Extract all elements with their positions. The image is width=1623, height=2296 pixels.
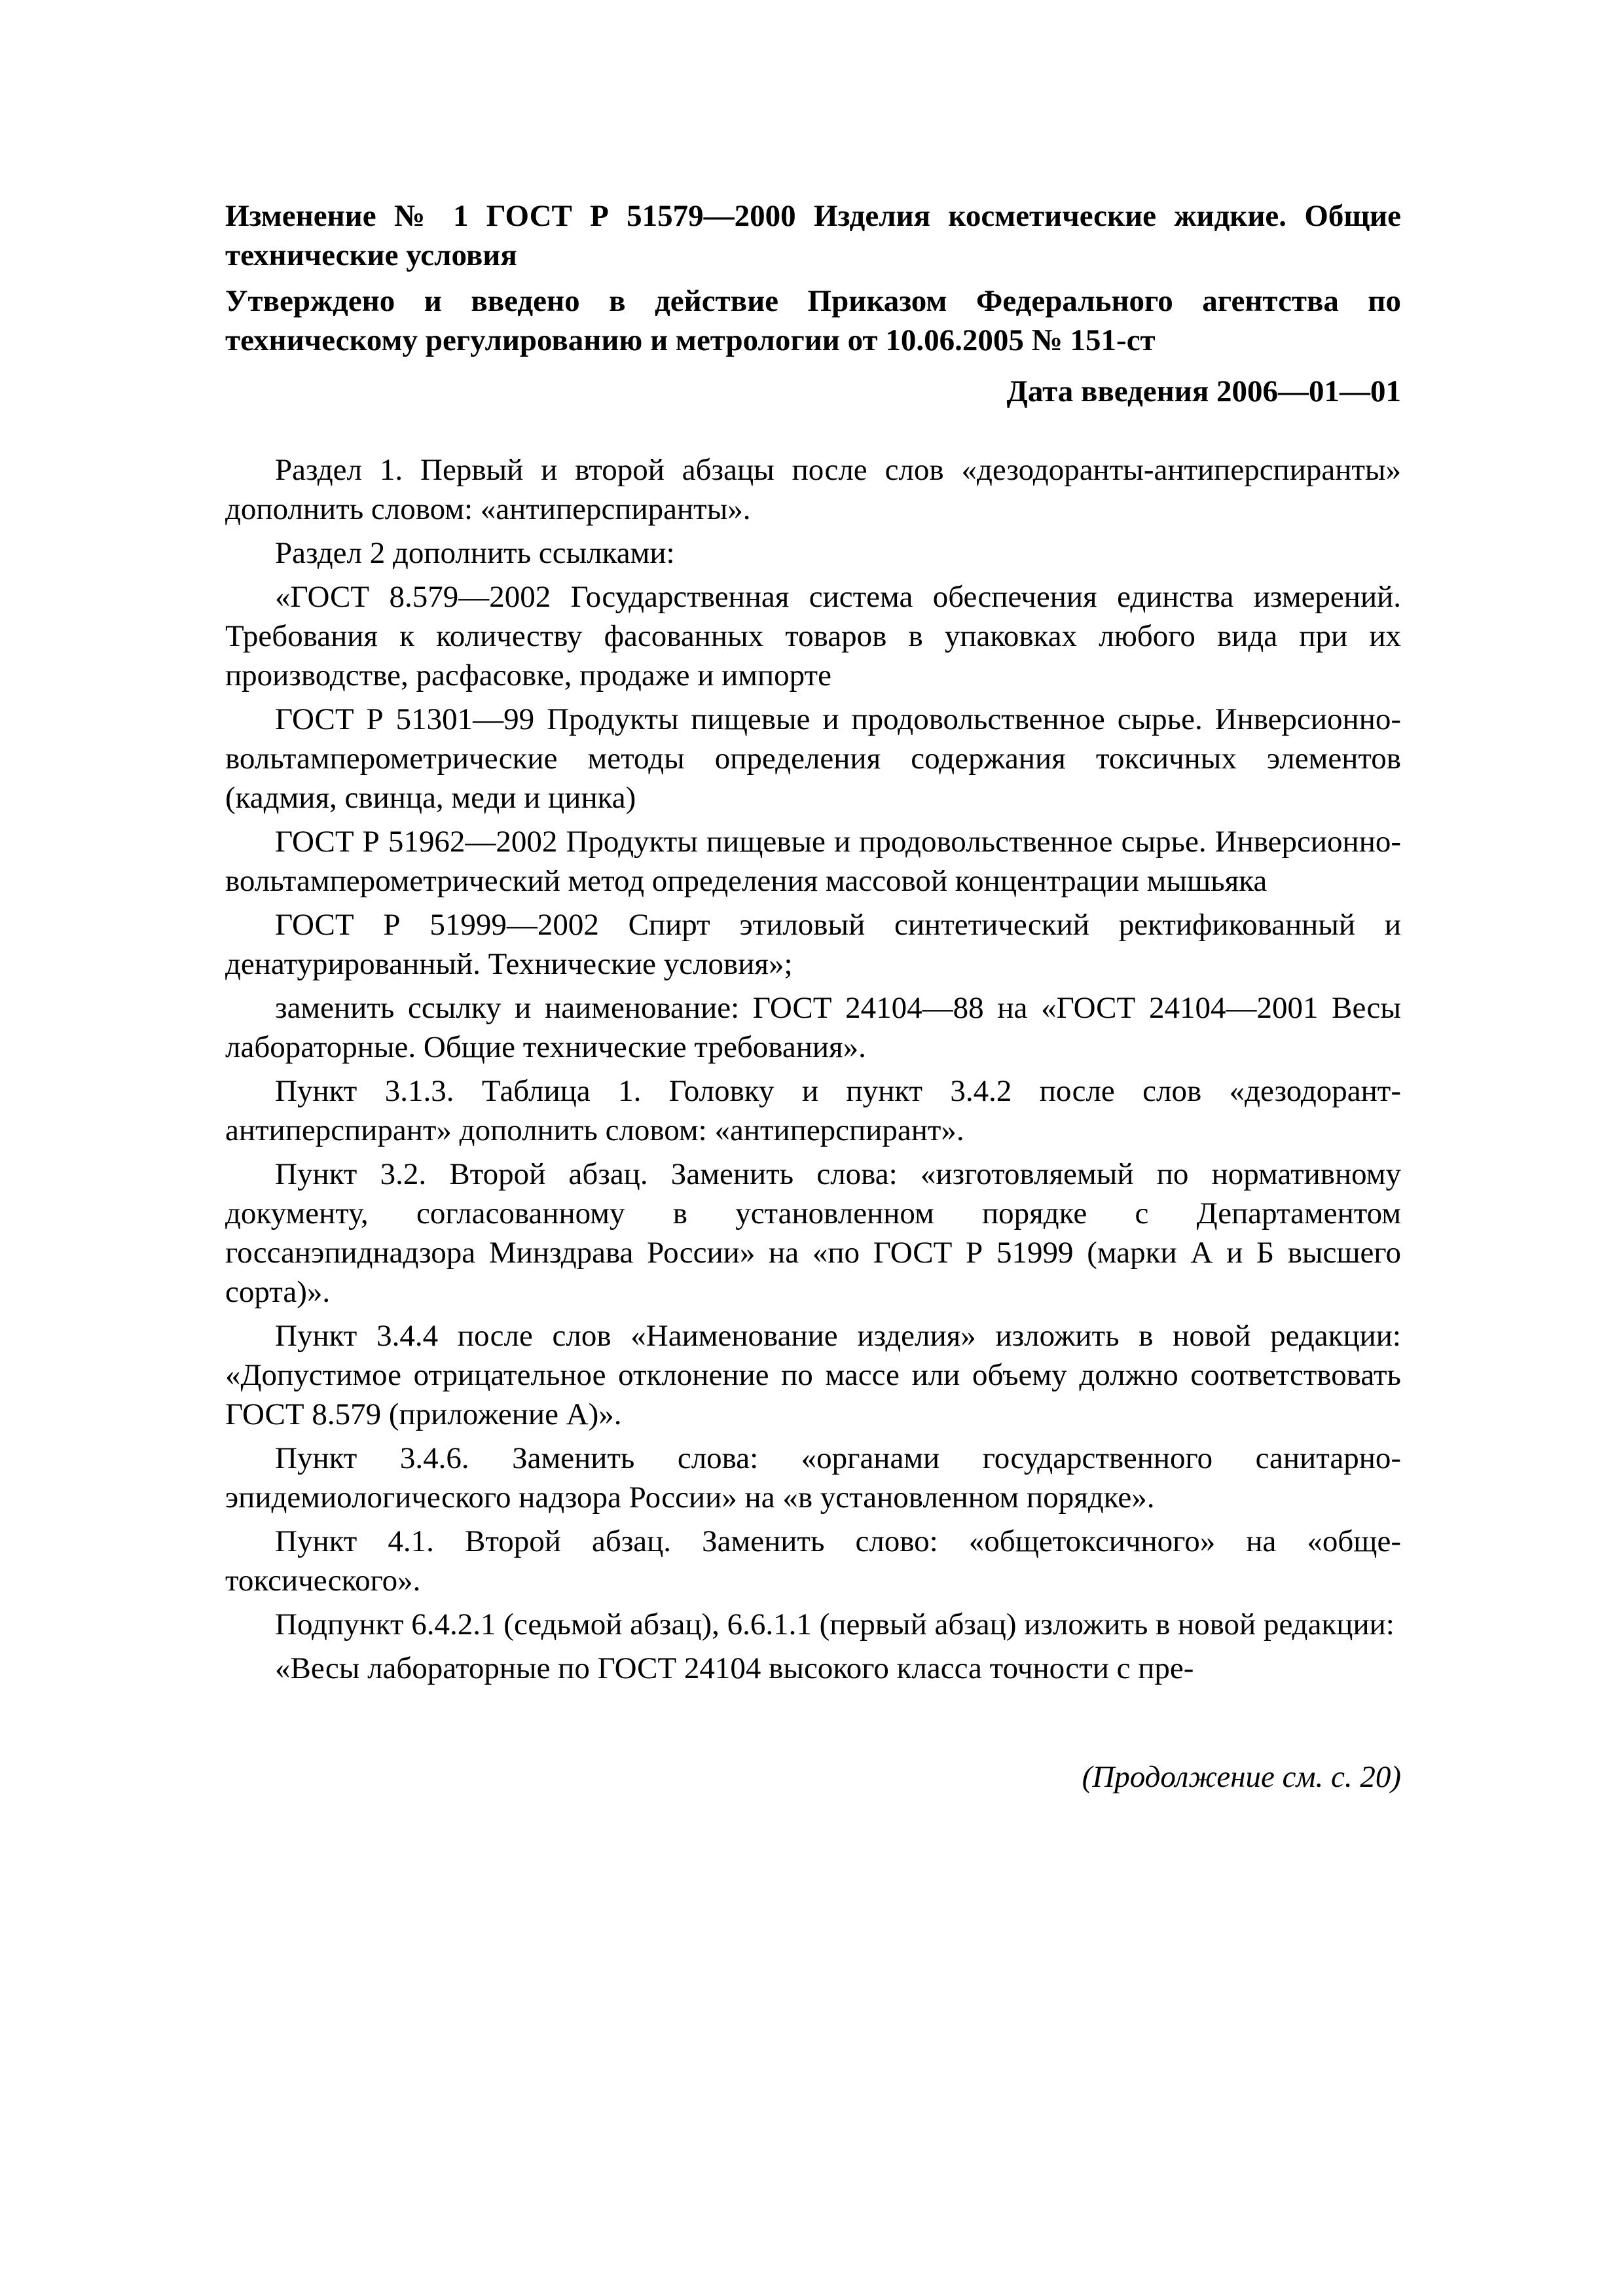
amendment-title: Изменение № 1 ГОСТ Р 51579—2000 Изделия косметические жидкие. Общие технические условия xyxy=(225,199,1401,272)
paragraph: «Весы лабораторные по ГОСТ 24104 высокого класса точности с пре- xyxy=(275,1651,1194,1685)
paragraph: Пункт 4.1. Второй абзац. Заменить слово: «общетоксичного» на «общетоксического». xyxy=(225,1524,1401,1598)
paragraph: Пункт 3.4.6. Заменить слова: «органами государственного санитарно-эпидемиологического надзора России» на «в установленном порядке». xyxy=(225,1441,1401,1515)
document-body xyxy=(225,450,1401,1688)
paragraph: Раздел 2 дополнить ссылками: xyxy=(275,536,675,570)
paragraph: Пункт 3.4.4 после слов «Наименование изделия» изложить в новой редакции: «Допустимое отрицательное отклонение по массе или объему должно соответствовать ГОСТ 8.579 (приложение А)». xyxy=(225,1319,1401,1431)
paragraph: Пункт 3.2. Второй абзац. Заменить слова: «изготовляемый по нормативному документу, согласованному в установленном порядке с Департаментом госсанэпиднадзора Минздрава России» на «по ГОСТ Р 51999 (марки А и Б высшего сорта)». xyxy=(225,1157,1401,1309)
paragraph: ГОСТ Р 51999—2002 Спирт этиловый синтетический ректификованный и денатурированный. Технические условия»; xyxy=(225,908,1401,981)
paragraph: ГОСТ Р 51962—2002 Продукты пищевые и продовольственное сырье. Инверсионно-вольтамперометрический метод определения массовой концентрации мышьяка xyxy=(225,825,1401,898)
paragraph: Пункт 3.1.3. Таблица 1. Головку и пункт 3.4.2 после слов «дезодорант-антиперспирант» дополнить словом: «антиперспирант». xyxy=(225,1074,1401,1147)
paragraph: ГОСТ Р 51301—99 Продукты пищевые и продовольственное сырье. Инверсионно-вольтамперометрические методы определения содержания токсичных элементов (кадмия, свинца, меди и цинка) xyxy=(225,702,1401,815)
effective-date: Дата введения 2006—01—01 xyxy=(1006,374,1401,408)
continuation-note: (Продолжение см. с. 20) xyxy=(1082,1760,1401,1794)
paragraph: «ГОСТ 8.579—2002 Государственная система обеспечения единства измерений. Требования к количеству фасованных товаров в упаковках любого вида при их производстве, расфасовке, продаже и импорте xyxy=(225,580,1401,692)
paragraph: заменить ссылку и наименование: ГОСТ 24104—88 на «ГОСТ 24104—2001 Весы лабораторные. Общие технические требования». xyxy=(225,991,1401,1064)
document-page xyxy=(225,196,1401,1693)
paragraph: Подпункт 6.4.2.1 (седьмой абзац), 6.6.1.1 (первый абзац) изложить в новой редакции: xyxy=(275,1607,1395,1641)
paragraph: Раздел 1. Первый и второй абзацы после слов «дезодоранты-антиперспиранты» дополнить словом: «антиперспиранты». xyxy=(225,453,1401,526)
approval-statement: Утверждено и введено в действие Приказом Федерального агентства по техническому регулированию и метрологии от 10.06.2005 № 151-ст xyxy=(225,284,1401,357)
